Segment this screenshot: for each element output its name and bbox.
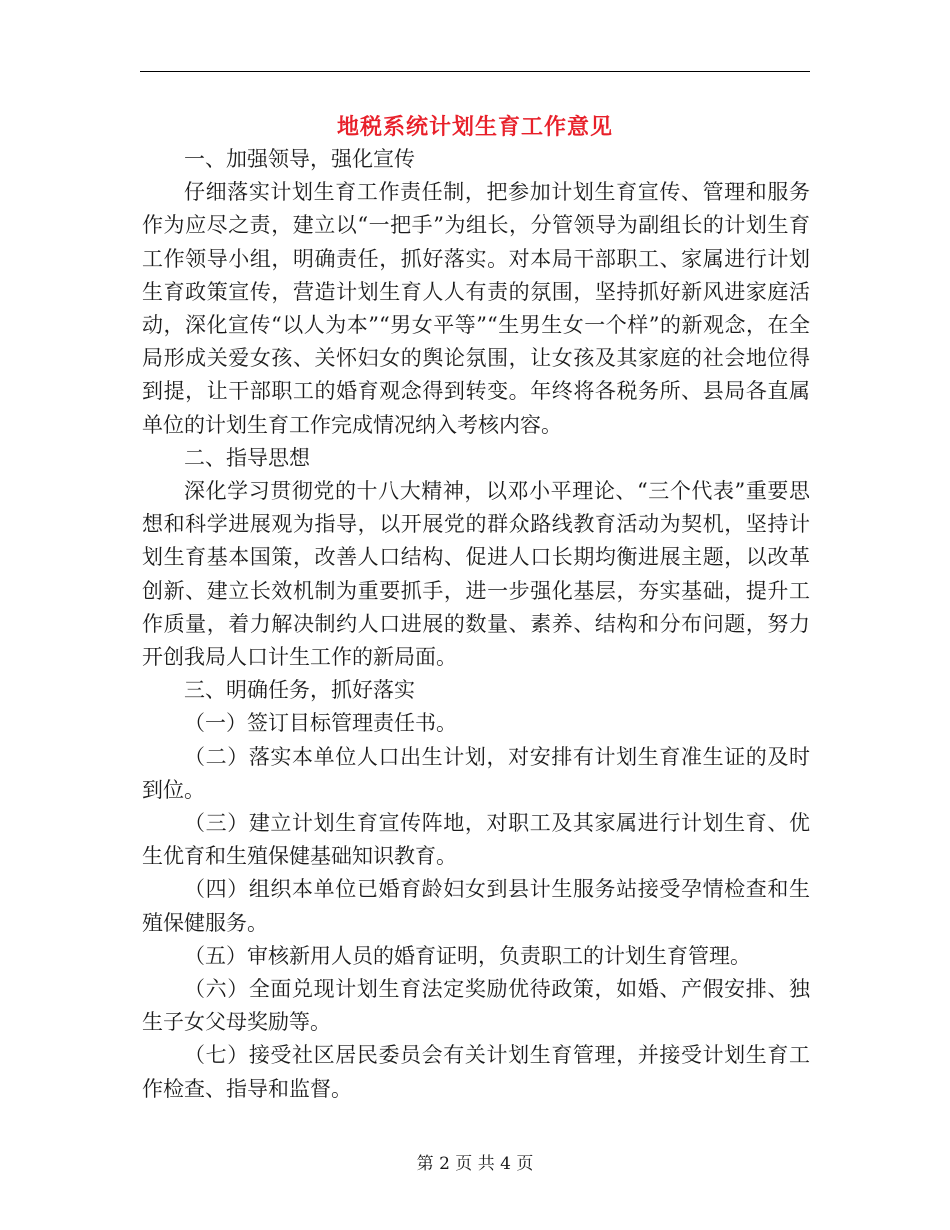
section-heading-3: 三、明确任务，抓好落实 [184,678,415,703]
document-title: 地税系统计划生育工作意见 [336,114,613,140]
list-item: （五）审核新用人员的婚育证明，负责职工的计划生育管理。 [184,943,751,968]
list-item: （一）签订目标管理责任书。 [184,711,457,736]
header-rule [140,71,810,72]
paragraph: 深化学习贯彻党的十八大精神，以邓小平理论、“三个代表”重要思想和科学进展观为指导，以开展党的群众路线教育活动为契机，坚持计划生育基本国策，改善人口结构、促进人口长期均衡进展主题，以改革创新、建立长效机制为重要抓手，进一步强化基层，夯实基础，提升工作质量，着力解决制约人口进展的数量、素养、结构和分布问题，努力开创我局人口计生工作的新局面。 [142,479,810,670]
list-item: （七）接受社区居民委员会有关计划生育管理，并接受计划生育工作检查、指导和监督。 [142,1043,810,1101]
document-body [142,143,810,1106]
list-item: （六）全面兑现计划生育法定奖励优待政策，如婚、产假安排、独生子女父母奖励等。 [142,977,810,1035]
paragraph: 仔细落实计划生育工作责任制，把参加计划生育宣传、管理和服务作为应尽之责，建立以“一把手”为组长，分管领导为副组长的计划生育工作领导小组，明确责任，抓好落实。对本局干部职工、家属进行计划生育政策宣传，营造计划生育人人有责的氛围，坚持抓好新风进家庭活动，深化宣传“以人为本”“男女平等”“生男生女一个样”的新观念，在全局形成关爱女孩、关怀妇女的舆论氛围，让女孩及其家庭的社会地位得到提，让干部职工的婚育观念得到转变。年终将各税务所、县局各直属单位的计划生育工作完成情况纳入考核内容。 [142,180,810,437]
section-heading-1: 一、加强领导，强化宣传 [184,147,415,171]
section-heading-2: 二、指导思想 [184,445,310,470]
list-item: （四）组织本单位已婚育龄妇女到县计生服务站接受孕情检查和生殖保健服务。 [142,877,810,935]
list-item: （二）落实本单位人口出生计划，对安排有计划生育准生证的及时到位。 [142,744,810,802]
page-indicator: 第 2 页 共 4 页 [416,1154,534,1174]
list-item: （三）建立计划生育宣传阵地，对职工及其家属进行计划生育、优生优育和生殖保健基础知识教育。 [142,811,810,869]
